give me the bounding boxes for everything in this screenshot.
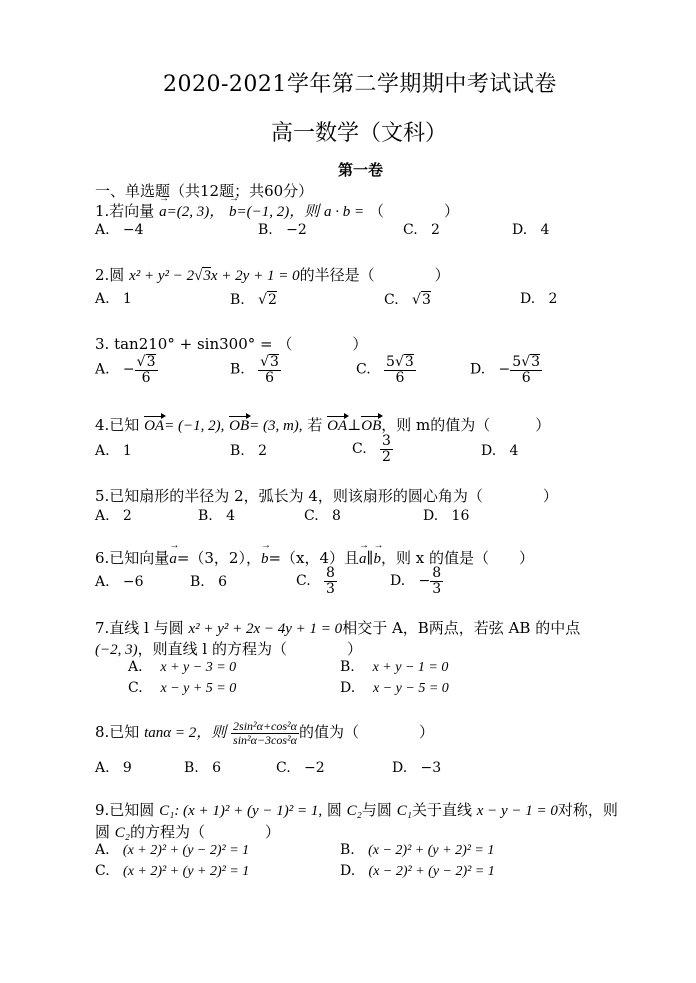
q3-option-c: C. $\frac{5√3}{6}$ xyxy=(356,354,414,386)
question-6-stem: 6.已知向量→ a=（3，2），→ b=（x，4）且→ a∥→ b，则 x 的值是（ ） xyxy=(95,547,534,568)
q7-option-d: D. x − y − 5 = 0 xyxy=(340,680,449,696)
q1-option-a: A. −4 xyxy=(95,222,144,238)
q9-option-c: C. (x + 2)² + (y + 2)² = 1 xyxy=(95,863,250,879)
q5-option-b: B. 4 xyxy=(198,508,236,524)
q1-option-d: D. 4 xyxy=(512,222,550,238)
exam-title: 2020-2021学年第二学期期中考试试卷 xyxy=(163,72,557,97)
q8-option-a: A. 9 xyxy=(95,760,132,776)
q8-option-b: B. 6 xyxy=(184,760,222,776)
volume-heading: 第一卷 xyxy=(338,161,384,179)
question-3-stem: 3. tan210° + sin300° = （ ） xyxy=(95,335,368,353)
q7-option-b: B. x + y − 1 = 0 xyxy=(340,659,449,675)
q9-option-b: B. (x − 2)² + (y + 2)² = 1 xyxy=(340,842,495,858)
question-4-stem: 4.已知 OA= (−1, 2), OB= (3, m), 若 OA⊥OB，则 m的值为（ ） xyxy=(95,416,551,434)
question-9-stem-line2: 圆 C₂的方程为（ ） xyxy=(95,823,281,841)
q4-option-c: C. $\frac{3}{2}$ xyxy=(352,433,391,465)
q2-option-d: D. 2 xyxy=(520,291,558,307)
q2-option-a: A. 1 xyxy=(95,291,132,307)
q6-option-b: B. 6 xyxy=(190,574,228,590)
q5-option-a: A. 2 xyxy=(95,508,132,524)
q1-option-b: B. −2 xyxy=(258,222,307,238)
vector-b: → b xyxy=(229,204,237,221)
question-2-stem: 2.圆 x² + y² − 2√3x + 2y + 1 = 0的半径是（ ） xyxy=(95,266,450,284)
q2-option-b: B. √2 xyxy=(230,292,277,308)
q8-option-d: D. −3 xyxy=(392,760,442,776)
q3-option-b: B. $\frac{√3}{6}$ xyxy=(230,354,279,386)
q8-option-c: C. −2 xyxy=(276,760,325,776)
q6-option-c: C. $\frac{8}{3}$ xyxy=(296,565,335,597)
question-5-stem: 5.已知扇形的半径为 2，弧长为 4，则该扇形的圆心角为（ ） xyxy=(95,487,558,505)
question-7-stem-line1: 7.直线 l 与圆 x² + y² + 2x − 4y + 1 = 0相交于 A，B两点，若弦 AB 的中点 xyxy=(95,619,581,637)
question-9-stem-line1: 9.已知圆 C₁: (x + 1)² + (y − 1)² = 1, 圆 C₂与圆 C₁关于直线 x − y − 1 = 0对称，则 xyxy=(95,801,618,819)
section-heading: 一、单选题（共12题；共60分） xyxy=(95,182,314,200)
question-1-stem: 1.若向量 → a=(2, 3)， → b=(−1, 2)，则 a · b = （ ） xyxy=(95,200,459,221)
q2-option-c: C. √3 xyxy=(384,292,431,308)
exam-subtitle: 高一数学（文科） xyxy=(271,121,448,146)
vector-a: → a xyxy=(159,204,167,221)
q7-option-a: A. x + y − 3 = 0 xyxy=(128,659,237,675)
q4-option-b: B. 2 xyxy=(230,443,268,459)
q6-option-a: A. −6 xyxy=(95,574,144,590)
q4-option-a: A. 1 xyxy=(95,443,132,459)
q5-option-d: D. 16 xyxy=(423,508,470,524)
q9-option-d: D. (x − 2)² + (y − 2)² = 1 xyxy=(340,863,495,879)
q9-option-a: A. (x + 2)² + (y − 2)² = 1 xyxy=(95,842,250,858)
q5-option-c: C. 8 xyxy=(304,508,341,524)
q3-option-a: A. − $\frac{√3}{6}$ xyxy=(95,354,156,386)
q7-option-c: C. x − y + 5 = 0 xyxy=(128,680,237,696)
question-7-stem-line2: (−2, 3)，则直线 l 的方程为（ ） xyxy=(95,640,362,658)
q3-option-d: D. − $\frac{5√3}{6}$ xyxy=(470,354,541,386)
q6-option-d: D. − $\frac{8}{3}$ xyxy=(390,565,442,597)
question-8-stem: 8.已知 tanα = 2，则 $\frac{\text{2sin²α+cos²α}}{\text{sin²α−3cos²α}}$ 的值为（ ） xyxy=(95,719,434,747)
q4-option-d: D. 4 xyxy=(481,443,519,459)
q1-option-c: C. 2 xyxy=(403,222,440,238)
